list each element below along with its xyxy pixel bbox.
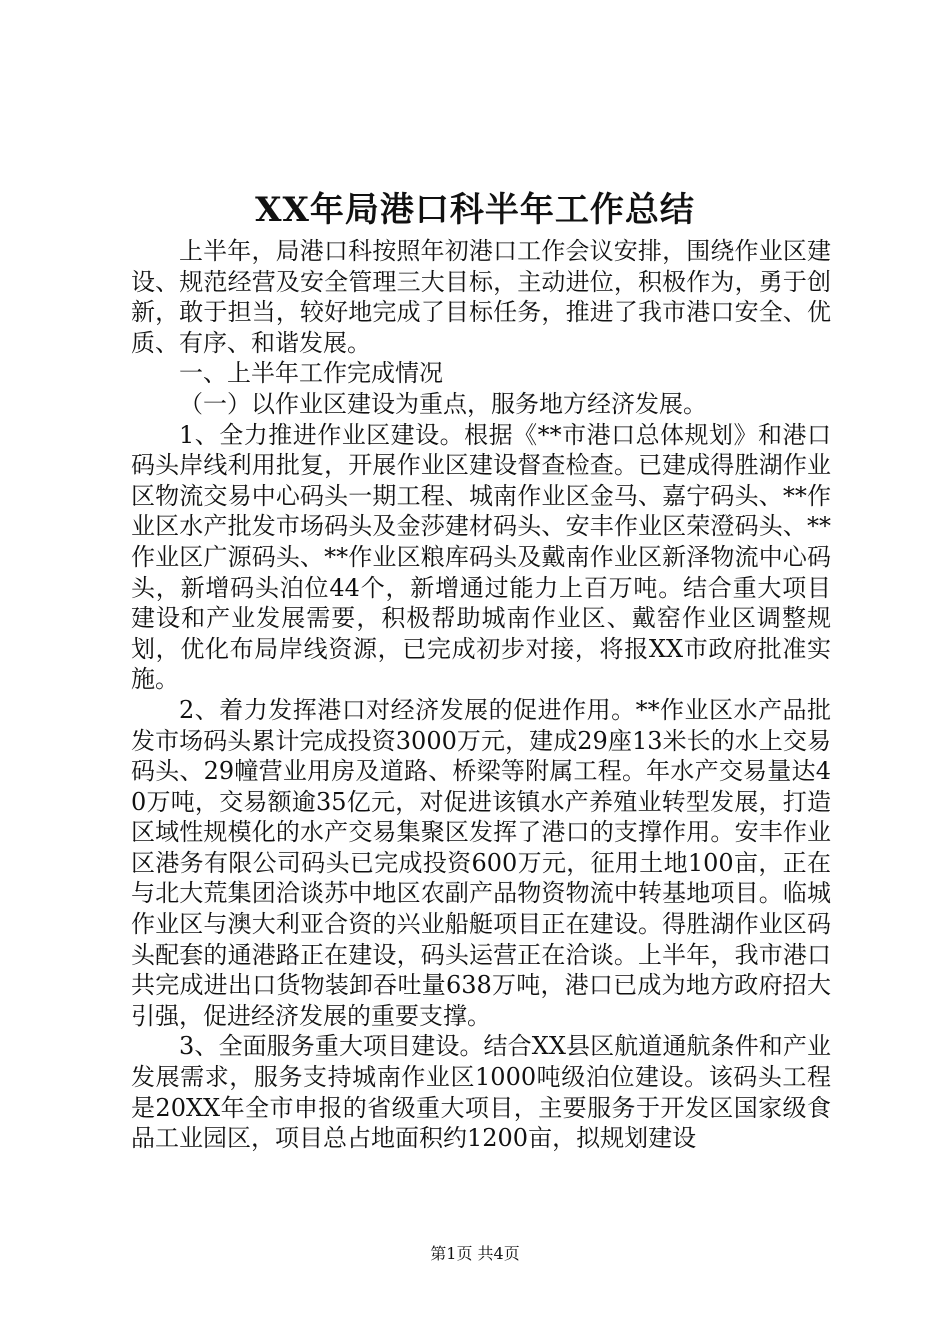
page-footer: 第1页 共4页 xyxy=(430,1244,520,1263)
section-heading: 一、上半年工作完成情况 xyxy=(179,359,443,388)
body-paragraph: 1、全力推进作业区建设。根据《**市港口总体规划》和港口码头岸线利用批复，开展作业区建设督查检查。已建成得胜湖作业区物流交易中心码头一期工程、城南作业区金马、嘉宁码头、**作业区水产批发市场码头及金莎建材码头、安丰作业区荣澄码头、**作业区广源码头、**作业区粮库码头及戴南作业区新泽物流中心码头，新增码头泊位44个，新增通过能力上百万吨。结合重大项目建设和产业发展需要，积极帮助城南作业区、戴窑作业区调整规划，优化布局岸线资源，已完成初步对接，将报XX市政府批准实施。 xyxy=(131,420,831,694)
document-title: XX年局港口科半年工作总结 xyxy=(255,190,695,230)
subsection-heading: （一）以作业区建设为重点，服务地方经济发展。 xyxy=(179,389,707,418)
body-paragraph: 3、全面服务重大项目建设。结合XX县区航道通航条件和产业发展需求，服务支持城南作业区1000吨级泊位建设。该码头工程是20XX年全市申报的省级重大项目，主要服务于开发区国家级食品工业园区，项目总占地面积约1200亩，拟规划建设 xyxy=(131,1032,831,1153)
document-body xyxy=(131,236,831,1154)
body-paragraph: 2、着力发挥港口对经济发展的促进作用。**作业区水产品批发市场码头累计完成投资3000万元，建成29座13米长的水上交易码头、29幢营业用房及道路、桥梁等附属工程。年水产交易量达40万吨，交易额逾35亿元，对促进该镇水产养殖业转型发展，打造区域性规模化的水产交易集聚区发挥了港口的支撑作用。安丰作业区港务有限公司码头已完成投资600万元，征用土地100亩，正在与北大荒集团洽谈苏中地区农副产品物资物流中转基地项目。临城作业区与澳大利亚合资的兴业船艇项目正在建设。得胜湖作业区码头配套的通港路正在建设，码头运营正在洽谈。上半年，我市港口共完成进出口货物装卸吞吐量638万吨，港口已成为地方政府招大引强，促进经济发展的重要支撑。 xyxy=(131,695,831,1030)
intro-paragraph: 上半年，局港口科按照年初港口工作会议安排，围绕作业区建设、规范经营及安全管理三大目标，主动进位，积极作为，勇于创新，敢于担当，较好地完成了目标任务，推进了我市港口安全、优质、有序、和谐发展。 xyxy=(131,237,831,357)
